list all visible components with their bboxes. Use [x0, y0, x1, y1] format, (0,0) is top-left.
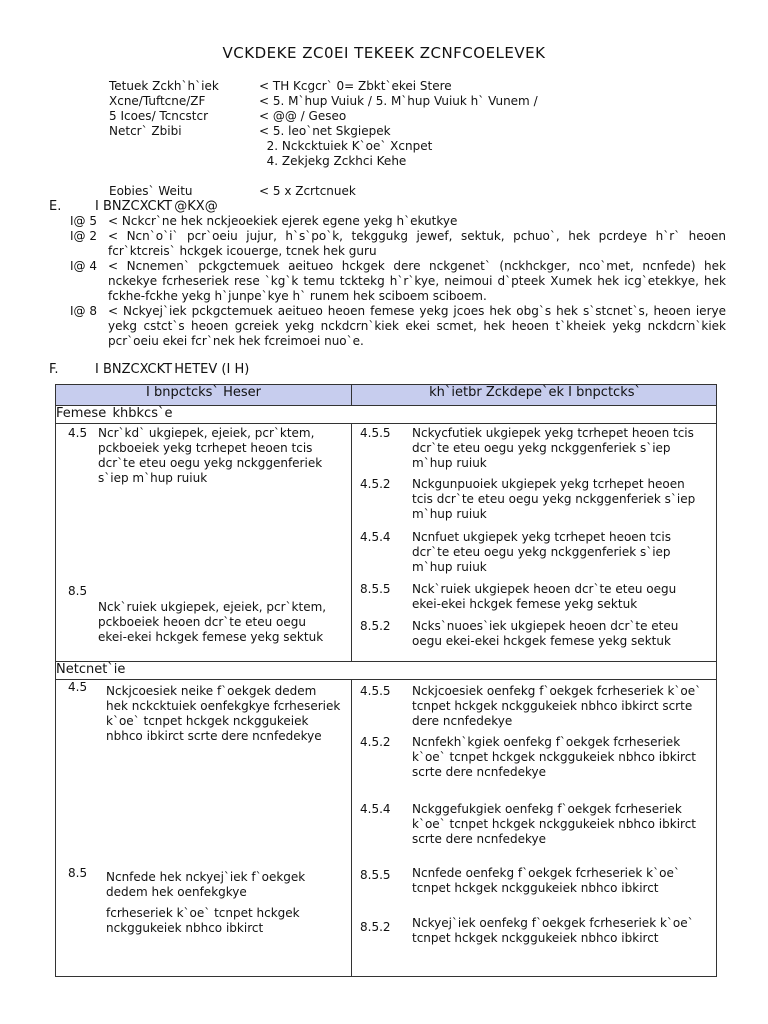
meta-value: 4. Zekjekg Zckhci Kehe	[259, 154, 407, 168]
meta-value: < 5. M`hup Vuiuk / 5. M`hup Vuiuk h` Vunem /	[259, 94, 538, 108]
meta-row	[109, 79, 538, 94]
entry-number: 8.5	[68, 866, 88, 880]
column-header: kh`ietbr Zckdepe`ek I bnpctcks`	[352, 385, 717, 406]
point-text: < Nckyej`iek pckgctemuek aeitueo heoen femese yekg jcoes hek obg`s hek s`stcnet`s, heoen ierye yekg cstct`s heoen gcreiek yekg nckdcrn`kiek ekei scmet, hek heoen t`kheiek yekg nckdcrn`kiek pcr`oeiu ekei fcr`nek hek fcreimoei nuo`e.	[108, 304, 726, 348]
entry-text: Ncnfede hek nckyej`iek f`oekgek dedem hek oenfekgkye	[106, 870, 306, 899]
table-row	[56, 680, 717, 977]
indicator-text: Nck`ruiek ukgiepek heoen dcr`te eteu oegu ekei-ekei hckgek femese yekg sektuk	[412, 582, 677, 611]
point-code: I@ 4	[70, 259, 97, 273]
point-code: I@ 8	[70, 304, 97, 318]
point-code: I@ 5	[70, 214, 97, 228]
point-code: I@ 2	[70, 229, 97, 243]
section-title: I BNZCXCKT HETEV (I H)	[95, 362, 250, 377]
indicator-text: Nckgunpuoiek ukgiepek yekg tcrhepet heoen tcis dcr`te eteu oegu yekg nckggenferiek s`iep m`hup ruiuk	[412, 477, 696, 521]
entry-text: fcrheseriek k`oe` tcnpet hckgek nckggukeiek nbhco ibkirct	[106, 906, 300, 935]
meta-key: Xcne/Tuftcne/ZF	[109, 94, 206, 108]
meta-row	[109, 124, 538, 139]
table-row	[56, 424, 717, 662]
entry-text: Nck`ruiek ukgiepek, ejeiek, pcr`ktem, pckboeiek heoen dcr`te eteu oegu ekei-ekei hckgek femese yekg sektuk	[98, 600, 327, 644]
indicator-number: 8.5.2	[360, 619, 391, 633]
indicator-cell	[352, 424, 717, 662]
indicator-text: Nckycfutiek ukgiepek yekg tcrhepet heoen tcis dcr`te eteu oegu yekg nckggenferiek s`iep m`hup ruiuk	[412, 426, 694, 470]
section-e-heading	[49, 199, 218, 214]
point-item	[70, 259, 726, 304]
entry-number: 8.5	[68, 584, 88, 598]
entry-number: 4.5	[68, 680, 88, 694]
group-row	[56, 406, 717, 424]
point-text: < Ncnemen` pckgctemuek aeitueo hckgek dere nckgenet` (nckhckger, nco`met, ncnfede) hek nckekye fcrheseriek rese `kg`k temu tcktekg h`r`kye, neimoui d`pteek Xumek hek icg`etekkye, hek fckhe-fckhe yekg h`junpe`kye h` runem hek sciboem sciboem.	[108, 259, 726, 303]
indicator-text: Ncnfede oenfekg f`oekgek fcrheseriek k`oe` tcnpet hckgek nckggukeiek nbhco ibkirct	[412, 866, 680, 895]
point-item	[70, 304, 726, 349]
indicator-text: Nckjcoesiek oenfekg f`oekgek fcrheseriek k`oe` tcnpet hckgek nckggukeiek nbhco ibkirct scrte dere ncnfedekye	[412, 684, 702, 728]
meta-key: Netcr` Zbibi	[109, 124, 182, 138]
competency-table	[55, 384, 717, 977]
column-header: I bnpctcks` Heser	[56, 385, 352, 406]
indicator-text: Ncnfuet ukgiepek yekg tcrhepet heoen tcis dcr`te eteu oegu yekg nckggenferiek s`iep m`hup ruiuk	[412, 530, 671, 574]
indicator-cell	[352, 680, 717, 977]
meta-spacer	[109, 169, 538, 184]
meta-value: < @@ / Geseo	[259, 109, 347, 123]
indicator-text: Ncnfekh`kgiek oenfekg f`oekgek fcrheseriek k`oe` tcnpet hckgek nckggukeiek nbhco ibkirct scrte dere ncnfedekye	[412, 735, 696, 779]
basic-competency-cell	[56, 424, 352, 662]
indicator-number: 4.5.2	[360, 477, 391, 491]
point-text: < Nckcr`ne hek nckjeoekiek ejerek egene yekg h`ekutkye	[108, 214, 458, 228]
table-header-row	[56, 385, 717, 406]
competency-points	[70, 214, 726, 349]
meta-row	[109, 154, 538, 169]
indicator-text: Nckyej`iek oenfekg f`oekgek fcrheseriek k`oe` tcnpet hckgek nckggukeiek nbhco ibkirct	[412, 916, 694, 945]
section-letter: E.	[49, 199, 62, 214]
meta-key: 5 Icoes/ Tcncstcr	[109, 109, 208, 123]
meta-key	[109, 154, 259, 169]
section-title: I BNZCXCKT @KX@	[95, 199, 218, 214]
meta-value: < 5 x Zcrtcnuek	[259, 184, 356, 198]
meta-row	[109, 94, 538, 109]
indicator-number: 4.5.4	[360, 530, 391, 544]
meta-row	[109, 109, 538, 124]
meta-value: 2. Nckcktuiek K`oe` Xcnpet	[259, 139, 433, 153]
indicator-text: Nckggefukgiek oenfekg f`oekgek fcrheseriek k`oe` tcnpet hckgek nckggukeiek nbhco ibkirct scrte dere ncnfedekye	[412, 802, 696, 846]
group-name: Netcnet`ie	[56, 662, 717, 680]
meta-row	[109, 184, 538, 199]
entry-text: Ncr`kd` ukgiepek, ejeiek, pcr`ktem, pckboeiek yekg tcrhepet heoen tcis dcr`te eteu oegu yekg nckggenferiek s`iep m`hup ruiuk	[98, 426, 323, 485]
section-f-heading	[49, 362, 249, 377]
indicator-number: 8.5.5	[360, 868, 391, 882]
entry-number: 4.5	[68, 426, 88, 440]
basic-competency-cell	[56, 680, 352, 977]
indicator-number: 4.5.5	[360, 684, 391, 698]
indicator-text: Ncks`nuoes`iek ukgiepek heoen dcr`te eteu oegu ekei-ekei hckgek femese yekg sektuk	[412, 619, 679, 648]
indicator-number: 4.5.2	[360, 735, 391, 749]
section-letter: F.	[49, 362, 59, 377]
meta-key: Eobies` Weitu	[109, 184, 193, 198]
entry-text: Nckjcoesiek neike f`oekgek dedem hek nckcktuiek oenfekgkye fcrheseriek k`oe` tcnpet hckgek nckggukeiek nbhco ibkirct scrte dere ncnfedekye	[106, 684, 341, 743]
point-text: < Ncn`o`i` pcr`oeiu jujur, h`s`po`k, tekggukg jewef, sektuk, pchuo`, hek pcrdeye h`r` heoen fcr`ktcreis` hckgek icouerge, tcnek hek guru	[108, 229, 726, 258]
document-title: VCKDEKE ZC0EI TEKEEK ZCNFCOELEVEK	[222, 44, 546, 62]
meta-value: < TH Kcgcr` 0= Zbkt`ekei Stere	[259, 79, 452, 93]
meta-row	[109, 139, 538, 154]
point-item	[70, 229, 726, 259]
group-name: Femese khbkcs`e	[56, 406, 717, 424]
meta-block	[109, 79, 538, 199]
indicator-number: 4.5.4	[360, 802, 391, 816]
group-row	[56, 662, 717, 680]
meta-value: < 5. leo`net Skgiepek	[259, 124, 391, 138]
meta-key: Tetuek Zckh`h`iek	[109, 79, 219, 93]
point-item	[70, 214, 726, 229]
indicator-number: 4.5.5	[360, 426, 391, 440]
meta-key	[109, 139, 259, 154]
indicator-number: 8.5.5	[360, 582, 391, 596]
indicator-number: 8.5.2	[360, 920, 391, 934]
